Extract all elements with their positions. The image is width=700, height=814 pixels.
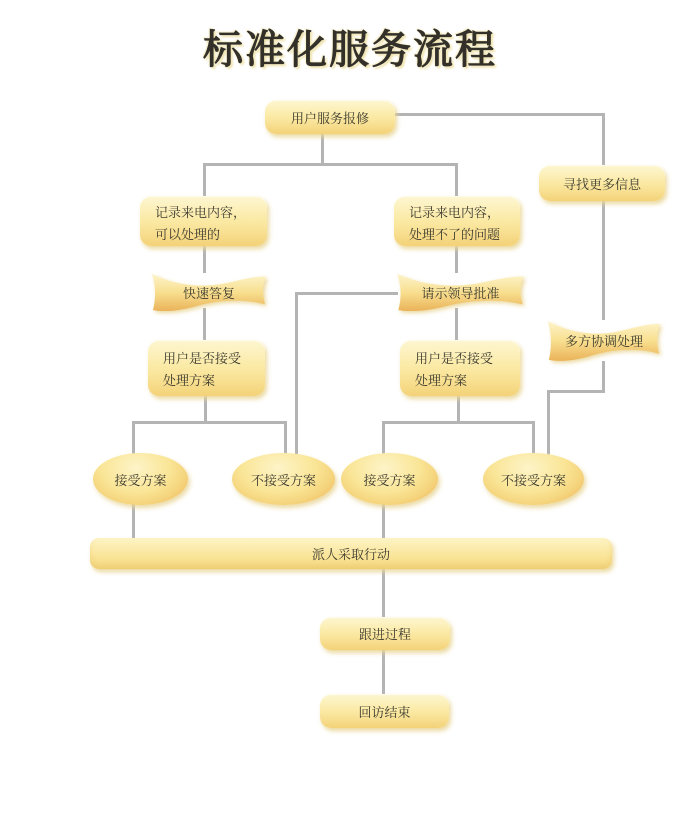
connector-accept-right-to-action bbox=[382, 502, 385, 540]
node-ask-leader-approval-banner bbox=[395, 271, 526, 313]
node-label: 接受方案 bbox=[363, 473, 416, 489]
node-user-accept-question-right bbox=[400, 340, 520, 396]
connector-acceptq-left-branch-h bbox=[132, 421, 287, 424]
node-label-line1: 记录来电内容， bbox=[155, 206, 247, 221]
node-label-line2: 处理方案 bbox=[163, 374, 216, 389]
node-label-line1: 用户是否接受 bbox=[163, 352, 242, 367]
node-label: 派人采取行动 bbox=[311, 548, 390, 563]
node-return-visit-end bbox=[320, 694, 449, 728]
node-label: 用户服务报修 bbox=[290, 111, 369, 127]
connector-record-ok-to-quick bbox=[203, 245, 206, 273]
node-label: 跟进过程 bbox=[358, 628, 411, 643]
node-user-service-report bbox=[265, 100, 395, 134]
connector-acceptq-left-down bbox=[204, 394, 207, 423]
node-multi-party-coordination-banner bbox=[546, 318, 662, 363]
node-label-line2: 处理不了的问题 bbox=[409, 228, 501, 243]
connector-followup-to-end bbox=[382, 649, 385, 696]
connector-report-to-findinfo-v bbox=[602, 113, 605, 166]
node-record-call-handleable bbox=[140, 196, 267, 246]
connector-multicoord-to-reject-right bbox=[547, 390, 550, 458]
connector-acceptq-right-down bbox=[457, 394, 460, 423]
node-label: 多方协调处理 bbox=[564, 335, 643, 350]
connector-report-to-findinfo-h bbox=[393, 113, 605, 116]
node-reject-plan-left bbox=[232, 453, 335, 505]
node-label: 不接受方案 bbox=[500, 473, 566, 489]
connector-reject-left-loop-v bbox=[295, 292, 298, 459]
node-accept-plan-left bbox=[93, 453, 188, 505]
connector-acceptq-right-branch-h bbox=[382, 421, 535, 424]
node-label: 接受方案 bbox=[114, 473, 167, 489]
node-accept-plan-right bbox=[341, 453, 438, 505]
connector-accept-left-to-action bbox=[132, 502, 135, 540]
node-label: 请示领导批准 bbox=[421, 286, 500, 302]
node-label: 回访结束 bbox=[358, 705, 411, 721]
connector-report-branch-h bbox=[203, 163, 458, 166]
connector-findinfo-to-multicoord bbox=[602, 199, 605, 320]
node-label: 不接受方案 bbox=[250, 473, 316, 489]
node-find-more-info bbox=[539, 165, 665, 201]
connector-multicoord-elbow-h bbox=[547, 390, 605, 393]
connector-record-fail-to-leader bbox=[455, 245, 458, 273]
page-title: 标准化服务流程 bbox=[203, 27, 497, 73]
connector-report-down bbox=[321, 132, 324, 165]
connector-multicoord-down bbox=[602, 361, 605, 393]
node-reject-plan-right bbox=[483, 453, 584, 505]
connector-reject-left-loop-h bbox=[295, 292, 398, 295]
connector-action-to-followup bbox=[382, 567, 385, 619]
connector-branch-to-record-ok bbox=[203, 163, 206, 197]
connector-branch-to-record-fail bbox=[455, 163, 458, 197]
node-user-accept-question-left bbox=[148, 340, 265, 396]
node-record-call-unhandleable bbox=[394, 196, 520, 246]
node-label-line2: 可以处理的 bbox=[155, 228, 221, 243]
node-label-line1: 记录来电内容， bbox=[409, 206, 501, 221]
node-quick-reply-banner bbox=[150, 271, 268, 313]
node-label-line2: 处理方案 bbox=[415, 374, 468, 389]
node-take-action-bar bbox=[90, 538, 612, 569]
node-label: 寻找更多信息 bbox=[562, 177, 641, 193]
node-label: 快速答复 bbox=[182, 286, 235, 302]
node-follow-up-process bbox=[320, 617, 450, 650]
node-label-line1: 用户是否接受 bbox=[415, 352, 494, 367]
